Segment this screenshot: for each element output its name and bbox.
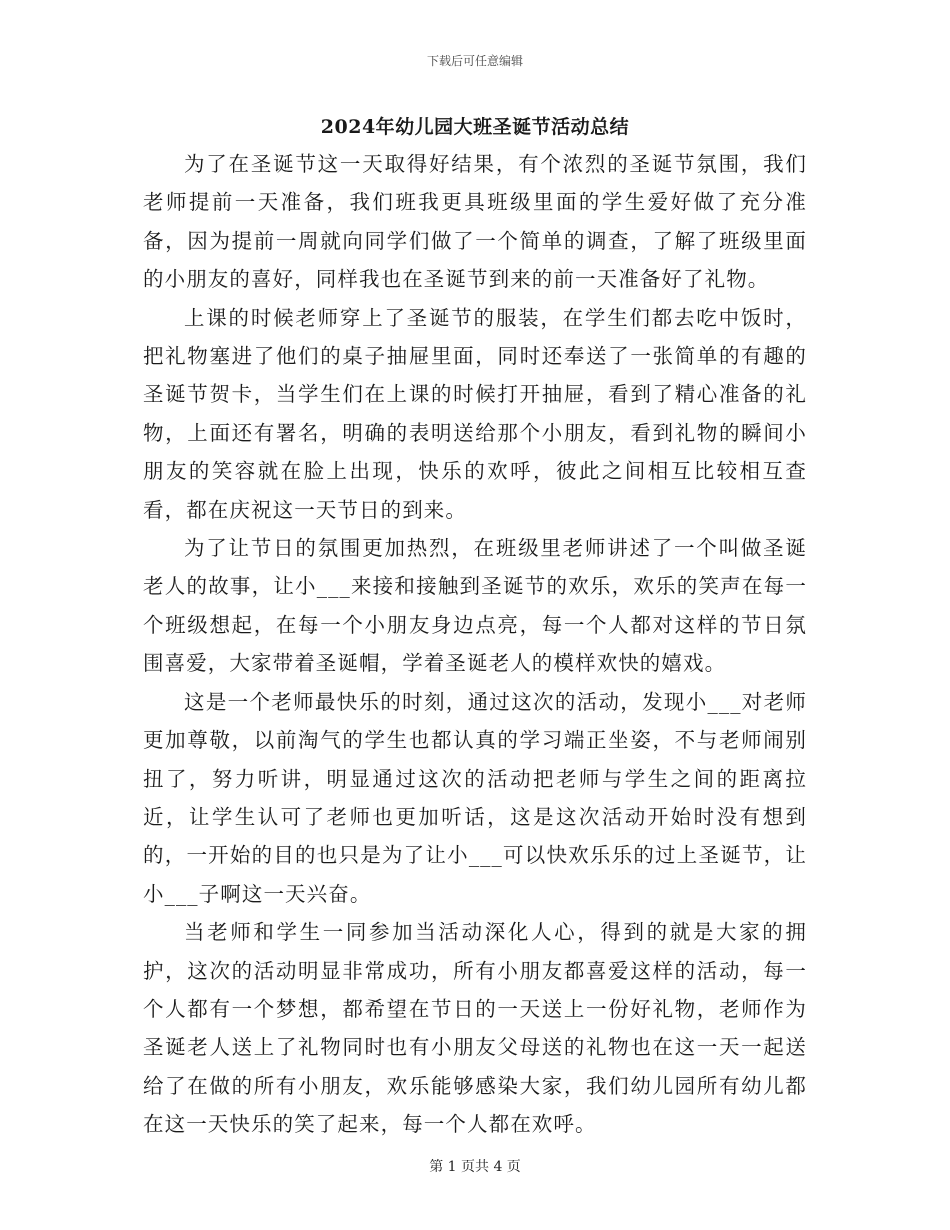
paragraph: 当老师和学生一同参加当活动深化人心，得到的就是大家的拥护，这次的活动明显非常成功，所有小朋友都喜爱这样的活动，每一个人都有一个梦想，都希望在节日的一天送上一份好礼物，老师作为圣诞老人送上了礼物同时也有小朋友父母送的礼物也在这一天一起送给了在做的所有小朋友，欢乐能够感染大家，我们幼儿园所有幼儿都在这一天快乐的笑了起来，每一个人都在欢呼。 — [143, 920, 807, 1137]
document-title: 2024年幼儿园大班圣诞节活动总结 — [320, 116, 630, 138]
document-body — [143, 145, 807, 1144]
paragraph: 上课的时候老师穿上了圣诞节的服装，在学生们都去吃中饭时，把礼物塞进了他们的桌子抽屉里面，同时还奉送了一张简单的有趣的圣诞节贺卡，当学生们在上课的时候打开抽屉，看到了精心准备的礼物，上面还有署名，明确的表明送给那个小朋友，看到礼物的瞬间小朋友的笑容就在脸上出现，快乐的欢呼，彼此之间相互比较相互查看，都在庆祝这一天节日的到来。 — [143, 305, 807, 522]
paragraph: 为了在圣诞节这一天取得好结果，有个浓烈的圣诞节氛围，我们老师提前一天准备，我们班我更具班级里面的学生爱好做了充分准备，因为提前一周就向同学们做了一个简单的调查，了解了班级里面的小朋友的喜好，同样我也在圣诞节到来的前一天准备好了礼物。 — [143, 152, 807, 292]
header-note: 下载后可任意编辑 — [426, 54, 523, 68]
paragraph: 为了让节日的氛围更加热烈，在班级里老师讲述了一个叫做圣诞老人的故事，让小___来接和接触到圣诞节的欢乐，欢乐的笑声在每一个班级想起，在每一个小朋友身边点亮，每一个人都对这样的节日氛围喜爱，大家带着圣诞帽，学着圣诞老人的模样欢快的嬉戏。 — [143, 536, 807, 676]
page-number: 第 1 页共 4 页 — [429, 1159, 521, 1175]
paragraph: 这是一个老师最快乐的时刻，通过这次的活动，发现小___对老师更加尊敬，以前淘气的学生也都认真的学习端正坐姿，不与老师闹别扭了，努力听讲，明显通过这次的活动把老师与学生之间的距离拉近，让学生认可了老师也更加听话，这是这次活动开始时没有想到的，一开始的目的也只是为了让小___可以快欢乐乐的过上圣诞节，让小___子啊这一天兴奋。 — [143, 689, 807, 906]
